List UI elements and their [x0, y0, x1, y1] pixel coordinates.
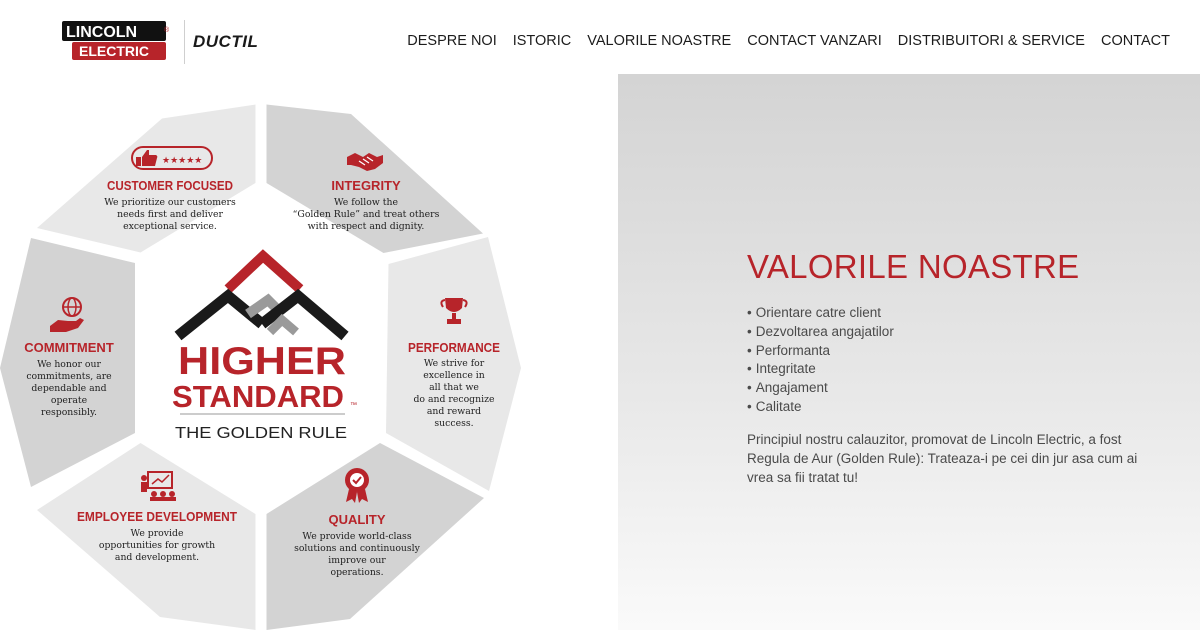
performance-text-1: We strive for	[423, 358, 485, 369]
svg-text:ELECTRIC: ELECTRIC	[79, 43, 149, 59]
commitment-text-2: commitments, are	[26, 371, 112, 382]
performance-text-5: and reward	[426, 406, 482, 417]
commitment-text-3: dependable and	[31, 383, 107, 394]
customer-focused-text-2: needs first and deliver	[117, 209, 223, 220]
customer-focused-text-3: exceptional service.	[123, 221, 217, 232]
nav-valorile-noastre[interactable]: VALORILE NOASTRE	[587, 33, 732, 49]
list-item: • Angajament	[747, 380, 828, 396]
values-title: VALORILE NOASTRE	[747, 248, 1080, 285]
performance-text-3: all that we	[429, 382, 479, 393]
lincoln-electric-logo[interactable]	[62, 21, 172, 61]
logo-divider	[184, 20, 185, 64]
quality-title: QUALITY	[328, 512, 386, 527]
higher-standard-wheel	[0, 74, 618, 630]
list-item: • Integritate	[747, 361, 816, 377]
site-header	[0, 0, 1200, 74]
nav-istoric[interactable]: ISTORIC	[512, 33, 572, 49]
customer-focused-title: CUSTOMER FOCUSED	[107, 178, 233, 193]
performance-text-4: do and recognize	[413, 394, 495, 405]
integrity-text-1: We follow the	[334, 197, 398, 208]
integrity-text-3: with respect and dignity.	[307, 221, 425, 232]
values-list	[747, 304, 894, 417]
quality-text-4: operations.	[330, 567, 384, 578]
center-trademark: ™	[350, 402, 357, 409]
quality-text-2: solutions and continuously	[294, 543, 420, 554]
employee-development-text-3: and development.	[114, 552, 200, 563]
commitment-title: COMMITMENT	[24, 340, 114, 355]
list-item: • Dezvoltarea angajatilor	[747, 323, 894, 339]
svg-text:®: ®	[164, 27, 170, 34]
quality-text-1: We provide world-class	[302, 531, 412, 542]
center-title-line2: STANDARD	[172, 379, 344, 414]
commitment-text-4: operate	[50, 395, 88, 406]
nav-contact-vanzari[interactable]: CONTACT VANZARI	[747, 33, 882, 49]
integrity-text-2: “Golden Rule” and treat others	[292, 209, 440, 220]
customer-focused-text-1: We prioritize our customers	[104, 197, 236, 208]
values-description: Principiul nostru calauzitor, promovat de Lincoln Electric, a fost Regula de Aur (Golden Rule): Trateaza-i pe cei din jur asa cum ai vrea sa fii tratat tu!	[747, 432, 1138, 485]
center-title-line1: HIGHER	[178, 340, 346, 383]
nav-distribuitori-service[interactable]: DISTRIBUITORI & SERVICE	[897, 33, 1085, 49]
performance-title: PERFORMANCE	[408, 340, 501, 355]
list-item: • Performanta	[747, 342, 831, 358]
svg-text:LINCOLN: LINCOLN	[66, 24, 138, 41]
integrity-title: INTEGRITY	[331, 178, 401, 193]
list-item: • Orientare catre client	[747, 305, 882, 320]
list-item: • Calitate	[747, 398, 802, 414]
center-subtitle: THE GOLDEN RULE	[175, 425, 347, 442]
commitment-text-5: responsibly.	[41, 407, 97, 418]
main-nav	[407, 33, 1170, 49]
employee-development-text-2: opportunities for growth	[98, 540, 216, 551]
performance-text-2: excellence in	[423, 370, 485, 381]
values-panel	[618, 74, 1200, 630]
nav-despre-noi[interactable]: DESPRE NOI	[407, 33, 497, 49]
ductil-logo[interactable]: DUCTIL	[193, 32, 259, 51]
nav-contact[interactable]: CONTACT	[1100, 33, 1170, 49]
quality-text-3: improve our	[328, 555, 386, 566]
svg-text:★★★★★: ★★★★★	[162, 155, 203, 165]
commitment-text-1: We honor our	[37, 359, 101, 370]
performance-text-6: success.	[434, 418, 474, 429]
employee-development-text-1: We provide	[130, 528, 184, 539]
employee-development-title: EMPLOYEE DEVELOPMENT	[77, 509, 238, 524]
